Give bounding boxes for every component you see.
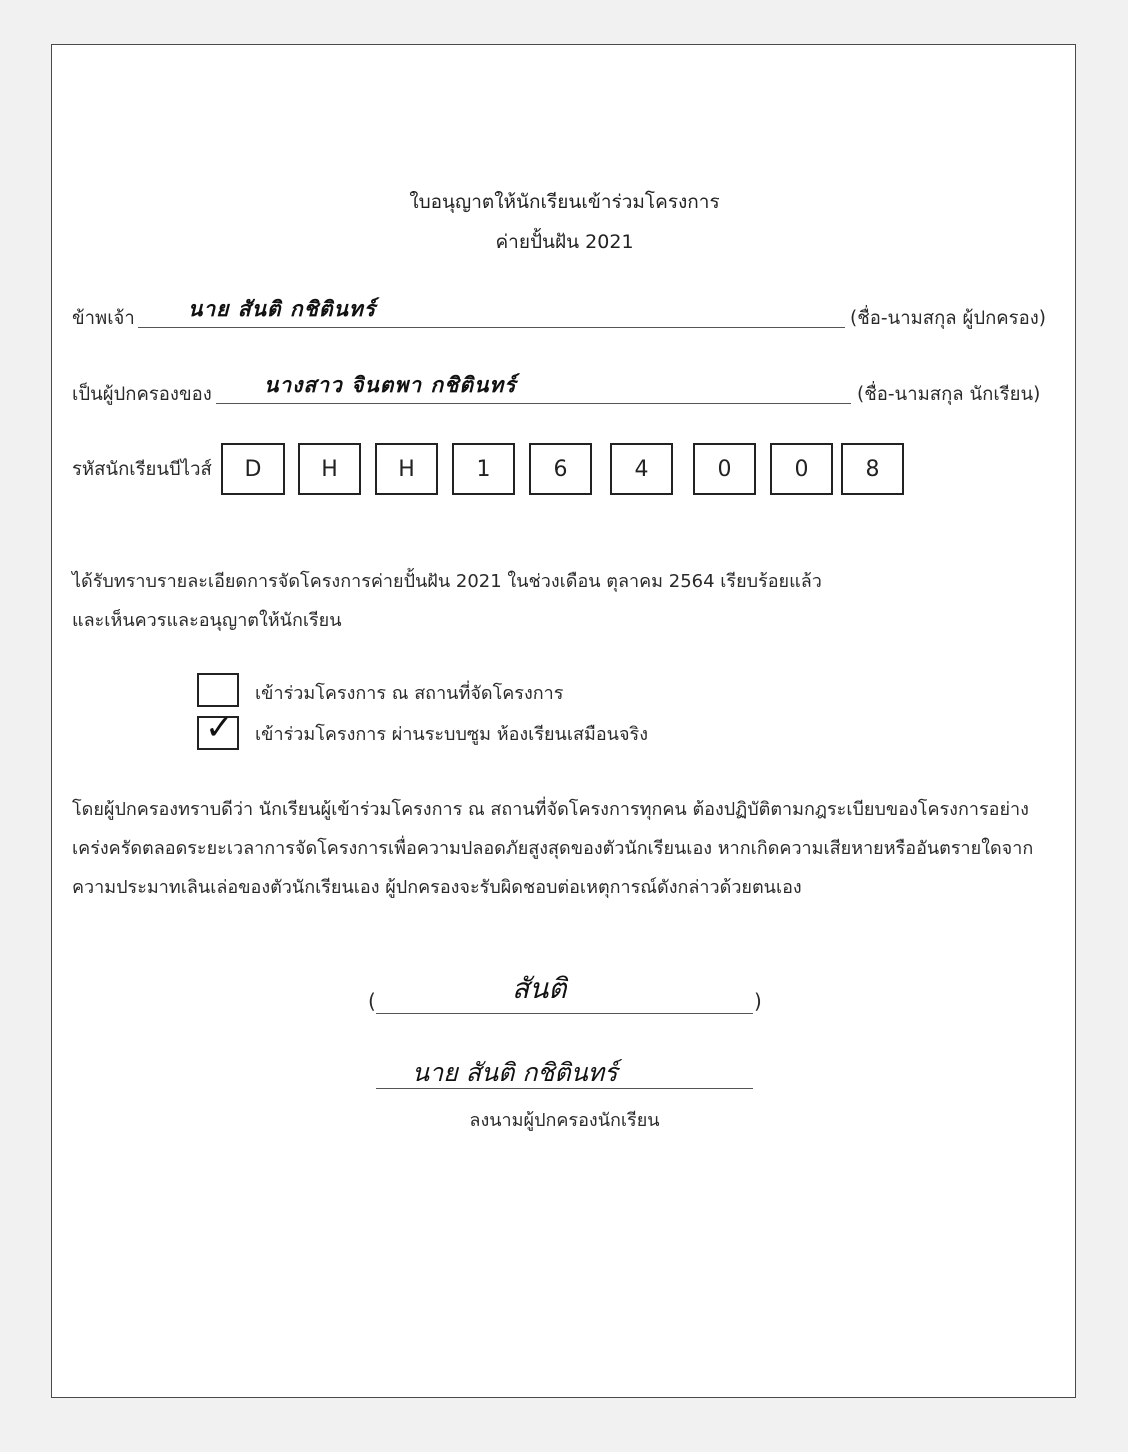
option-onsite-checkbox[interactable] (197, 673, 239, 707)
form-subtitle: ค่ายปั้นฝัน 2021 (495, 231, 634, 253)
student-underline (216, 403, 851, 404)
terms-line-2: เคร่งครัดตลอดระยะเวลาการจัดโครงการเพื่อความปลอดภัยสูงสุดของตัวนักเรียนเอง หากเกิดความเสียหายหรืออันตรายใดจาก (72, 838, 1034, 859)
permission-form (51, 44, 1076, 1398)
form-title: ใบอนุญาตให้นักเรียนเข้าร่วมโครงการ (409, 191, 720, 213)
student-id-box: H (298, 443, 361, 495)
student-id-label: รหัสนักเรียนบีไวส์ (72, 459, 212, 480)
sign-caption: ลงนามผู้ปกครองนักเรียน (469, 1110, 660, 1131)
ack-line-2: และเห็นควรและอนุญาตให้นักเรียน (72, 610, 342, 631)
student-label: เป็นผู้ปกครองของ (72, 384, 212, 405)
student-id-box: 0 (770, 443, 833, 495)
student-name-handwritten: นางสาว จินตพา กชิตินทร์ (264, 372, 517, 397)
student-id-box: D (221, 443, 285, 495)
terms-line-3: ความประมาทเลินเล่อของตัวนักเรียนเอง ผู้ปกครองจะรับผิดชอบต่อเหตุการณ์ดังกล่าวด้วยตนเอง (72, 877, 802, 898)
guardian-hint: (ชื่อ-นามสกุล ผู้ปกครอง) (850, 308, 1046, 329)
signature-underline (376, 1013, 753, 1014)
signature-paren-close: ) (754, 989, 762, 1013)
signature-paren-open: ( (368, 989, 376, 1013)
option-onsite-label: เข้าร่วมโครงการ ณ สถานที่จัดโครงการ (255, 683, 564, 704)
checkmark-icon: ✓ (205, 708, 234, 748)
student-id-box: 6 (529, 443, 592, 495)
terms-line-1: โดยผู้ปกครองทราบดีว่า นักเรียนผู้เข้าร่วมโครงการ ณ สถานที่จัดโครงการทุกคน ต้องปฏิบัติตามกฎระเบียบของโครงการอย่าง (72, 799, 1029, 820)
ack-line-1: ได้รับทราบรายละเอียดการจัดโครงการค่ายปั้นฝัน 2021 ในช่วงเดือน ตุลาคม 2564 เรียบร้อยแล้ว (72, 571, 822, 592)
guardian-underline (138, 327, 845, 328)
student-hint: (ชื่อ-นามสกุล นักเรียน) (857, 384, 1041, 405)
student-id-box: H (375, 443, 438, 495)
guardian-label: ข้าพเจ้า (72, 308, 135, 329)
printed-name-handwritten: นาย สันติ กชิตินทร์ (412, 1058, 618, 1087)
option-zoom-checkbox[interactable] (197, 708, 239, 750)
option-zoom-label: เข้าร่วมโครงการ ผ่านระบบซูม ห้องเรียนเสมือนจริง (255, 724, 648, 745)
student-id-box: 4 (610, 443, 673, 495)
student-id-box: 1 (452, 443, 515, 495)
guardian-name-handwritten: นาย สันติ กชิตินทร์ (188, 296, 376, 321)
student-id-box: 0 (693, 443, 756, 495)
student-id-box: 8 (841, 443, 904, 495)
guardian-signature: สันติ (512, 972, 567, 1005)
